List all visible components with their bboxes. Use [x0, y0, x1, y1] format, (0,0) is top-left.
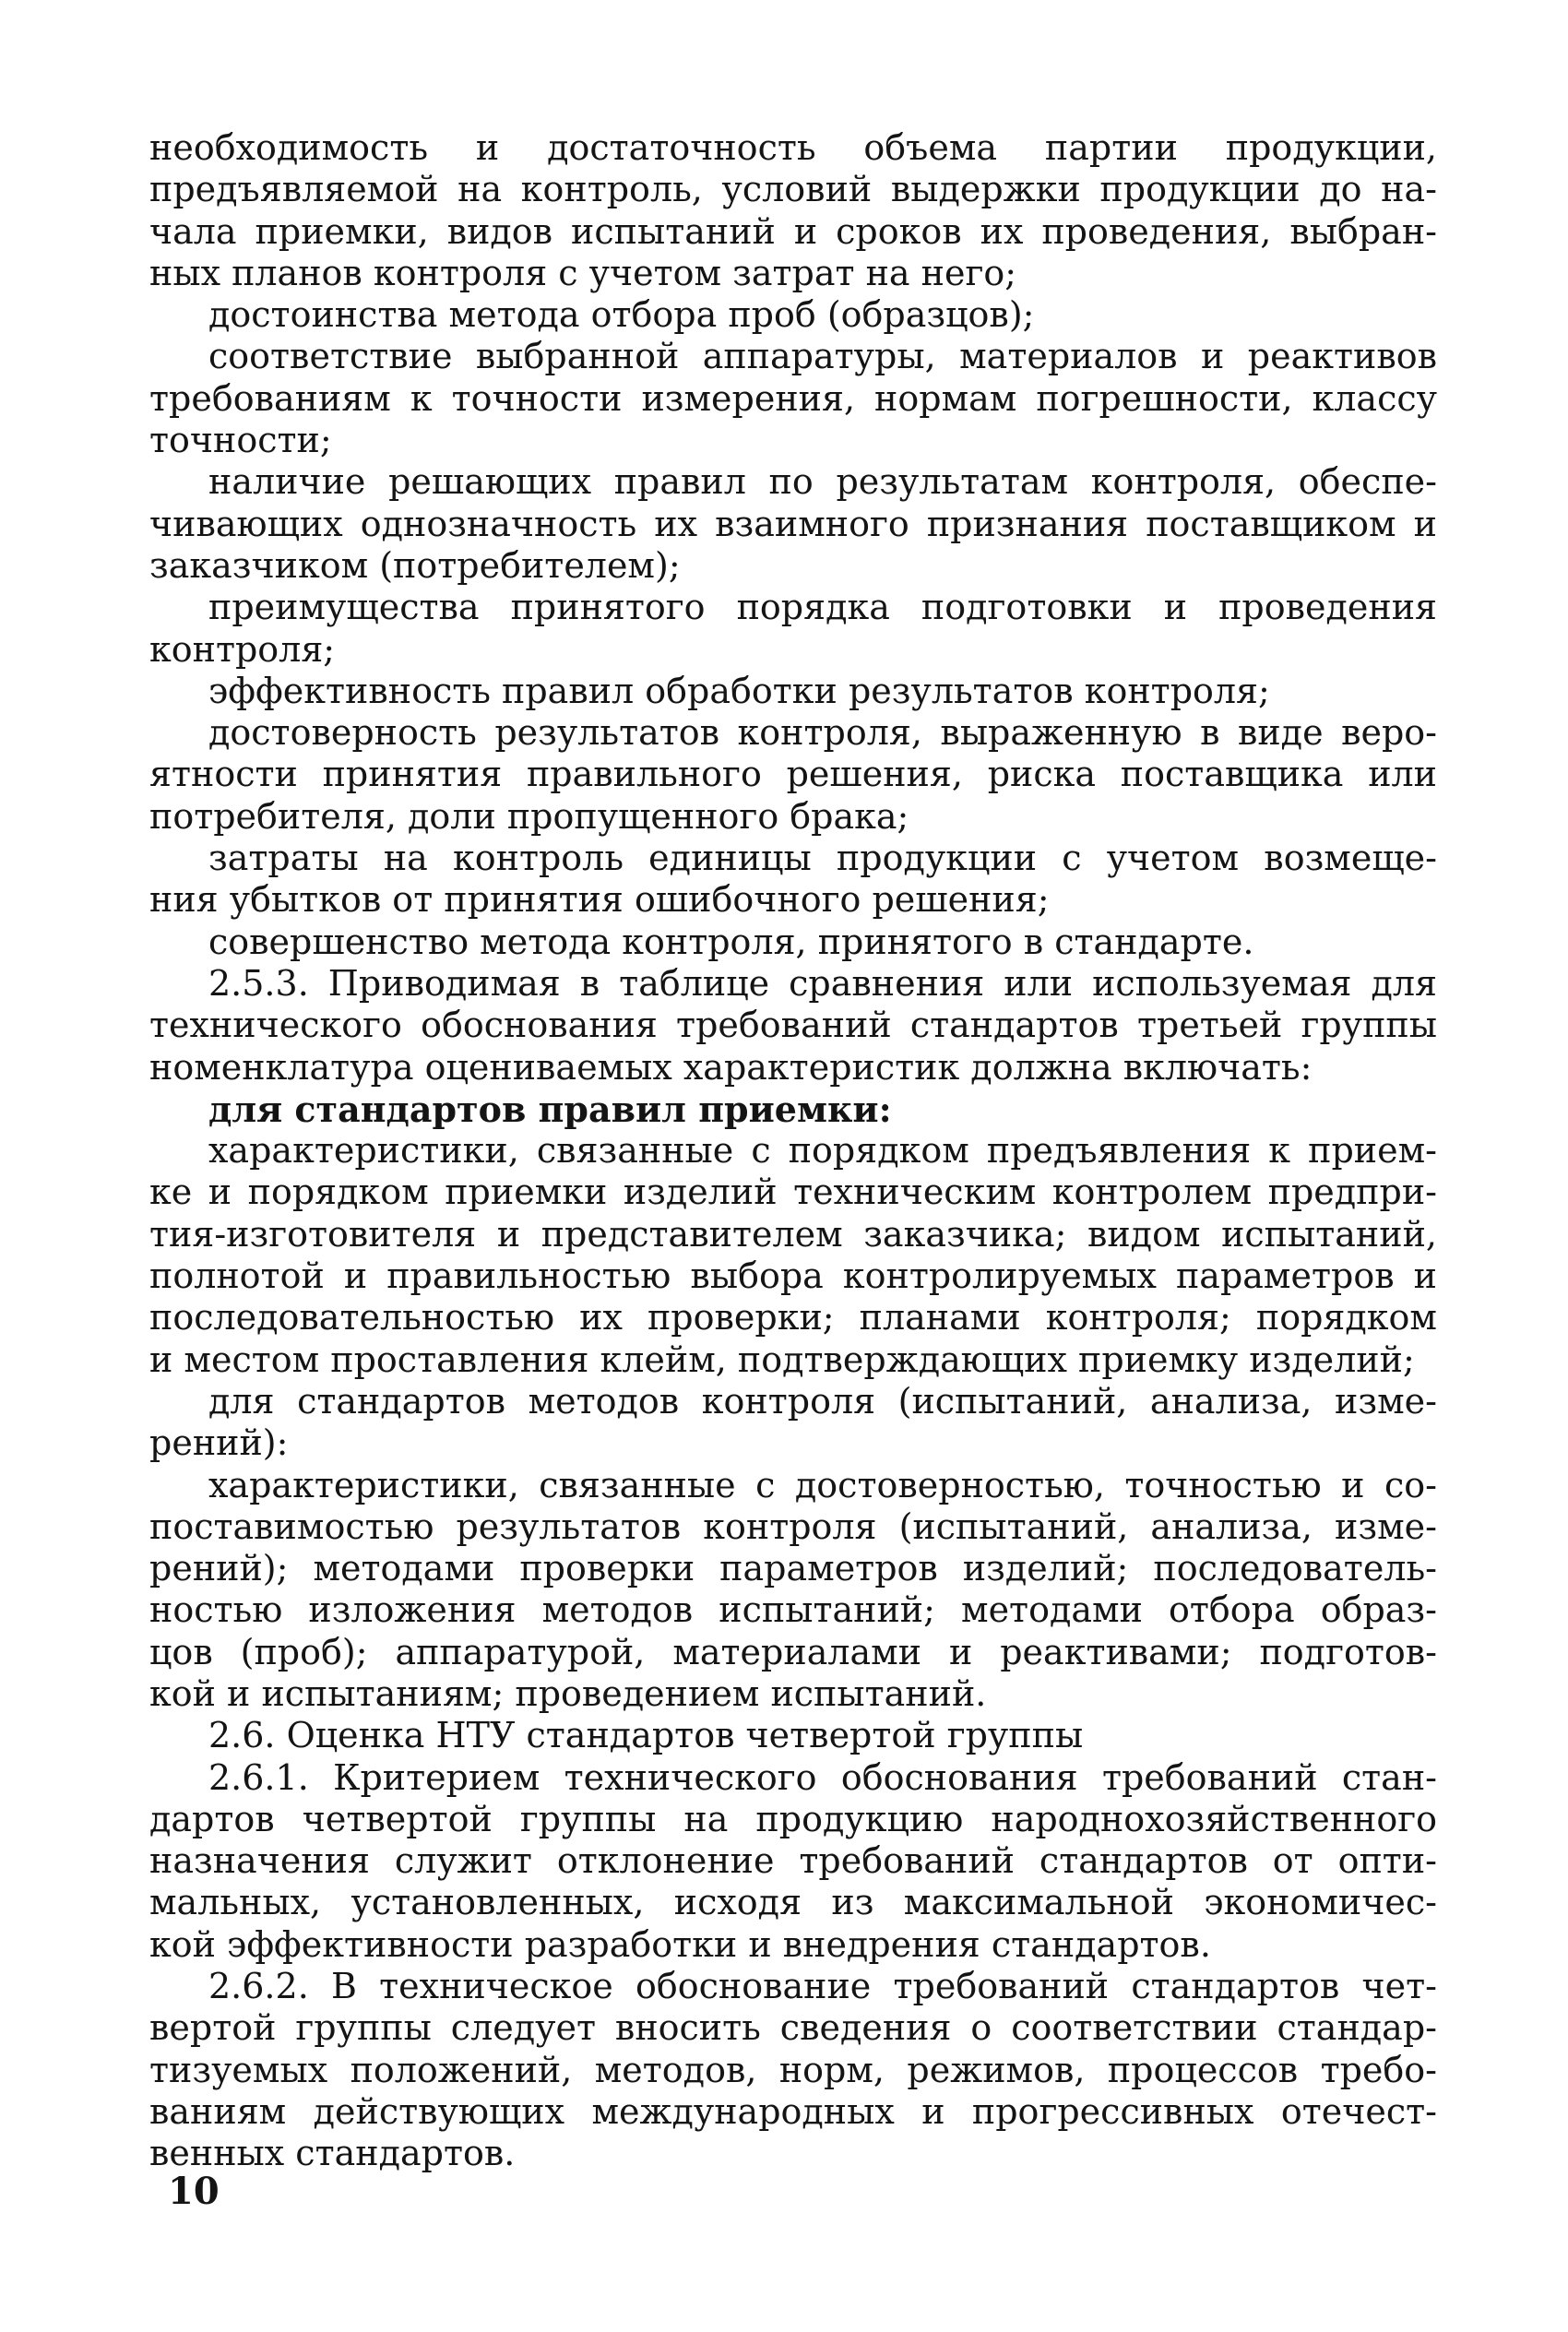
text-line: затраты на контроль единицы продукции с учетом возмеще- — [208, 838, 1437, 879]
text-line: характеристики, связанные с достоверностью, точностью и со- — [208, 1464, 1437, 1505]
text-line: преимущества принятого порядка подготовки и проведения — [208, 587, 1437, 628]
text-line: цов (проб); аппаратурой, материалами и реактивами; подготов- — [149, 1631, 1437, 1672]
text-line: наличие решающих правил по результатам контроля, обеспе- — [208, 461, 1437, 503]
text-line: достоинства метода отбора проб (образцов); — [208, 294, 1035, 336]
text-line: чала приемки, видов испытаний и сроков их проведения, выбран- — [149, 210, 1437, 252]
text-line: последовательностью их проверки; планами контроля; порядком — [149, 1297, 1437, 1339]
text-line: 2.5.3. Приводимая в таблице сравнения или используемая для — [208, 962, 1437, 1004]
text-line: характеристики, связанные с порядком предъявления к прием- — [208, 1130, 1437, 1172]
text-line: для стандартов методов контроля (испытаний, анализа, изме- — [208, 1380, 1437, 1422]
text-line: тия-изготовителя и представителем заказчика; видом испытаний, — [149, 1213, 1437, 1255]
text-line: венных стандартов. — [149, 2133, 516, 2174]
text-line: ке и порядком приемки изделий техническим контролем предпри- — [149, 1172, 1437, 1213]
text-line: потребителя, доли пропущенного брака; — [149, 795, 909, 837]
text-line: совершенство метода контроля, принятого в стандарте. — [208, 921, 1254, 962]
text-line: ностью изложения методов испытаний; методами отбора образ- — [149, 1589, 1437, 1631]
text-line: номенклатура оцениваемых характеристик должна включать: — [149, 1046, 1313, 1088]
text-line: необходимость и достаточность объема партии продукции, — [149, 127, 1437, 168]
text-line: поставимостью результатов контроля (испытаний, анализа, изме- — [149, 1505, 1437, 1547]
text-line: достоверность результатов контроля, выраженную в виде веро- — [208, 712, 1437, 754]
text-line: полнотой и правильностью выбора контролируемых параметров и — [149, 1255, 1437, 1297]
body-text — [149, 127, 1437, 2175]
text-line: и местом проставления клейм, подтверждающих приемку изделий; — [149, 1339, 1415, 1380]
text-line: дартов четвертой группы на продукцию народнохозяйственного — [149, 1798, 1437, 1839]
text-line: ятности принятия правильного решения, риска поставщика или — [149, 754, 1437, 795]
text-line: ния убытков от принятия ошибочного решения; — [149, 879, 1050, 921]
text-line: требованиям к точности измерения, нормам погрешности, классу — [149, 377, 1437, 419]
text-line: контроля; — [149, 628, 336, 670]
text-line: кой и испытаниям; проведением испытаний. — [149, 1672, 987, 1714]
text-line: назначения служит отклонение требований стандартов от опти- — [149, 1840, 1437, 1882]
text-line: технического обоснования требований стандартов третьей группы — [149, 1005, 1437, 1046]
text-line: ваниям действующих международных и прогрессивных отечест- — [149, 2090, 1437, 2132]
text-line: эффективность правил обработки результатов контроля; — [208, 670, 1270, 711]
text-line: для стандартов правил приемки: — [208, 1088, 892, 1130]
text-line: 2.6.2. В техническое обоснование требований стандартов чет- — [208, 1966, 1437, 2007]
text-line: 2.6. Оценка НТУ стандартов четвертой группы — [208, 1715, 1084, 1756]
text-line: тизуемых положений, методов, норм, режимов, процессов требо- — [149, 2049, 1437, 2090]
text-line: рений); методами проверки параметров изделий; последователь- — [149, 1548, 1437, 1589]
text-line: 2.6.1. Критерием технического обоснования требований стан- — [208, 1756, 1437, 1798]
text-line: кой эффективности разработки и внедрения стандартов. — [149, 1923, 1211, 1965]
text-line: рений): — [149, 1422, 289, 1464]
text-line: ных планов контроля с учетом затрат на него; — [149, 252, 1017, 293]
text-line: заказчиком (потребителем); — [149, 544, 681, 586]
text-line: предъявляемой на контроль, условий выдержки продукции до на- — [149, 169, 1437, 210]
text-line: соответствие выбранной аппаратуры, материалов и реактивов — [208, 336, 1437, 377]
page-number: 10 — [168, 2170, 220, 2213]
text-line: точности; — [149, 420, 332, 461]
text-line: чивающих однозначность их взаимного признания поставщиком и — [149, 503, 1437, 544]
text-line: мальных, установленных, исходя из максимальной экономичес- — [149, 1882, 1437, 1923]
text-line: вертой группы следует вносить сведения о соответствии стандар- — [149, 2007, 1437, 2049]
